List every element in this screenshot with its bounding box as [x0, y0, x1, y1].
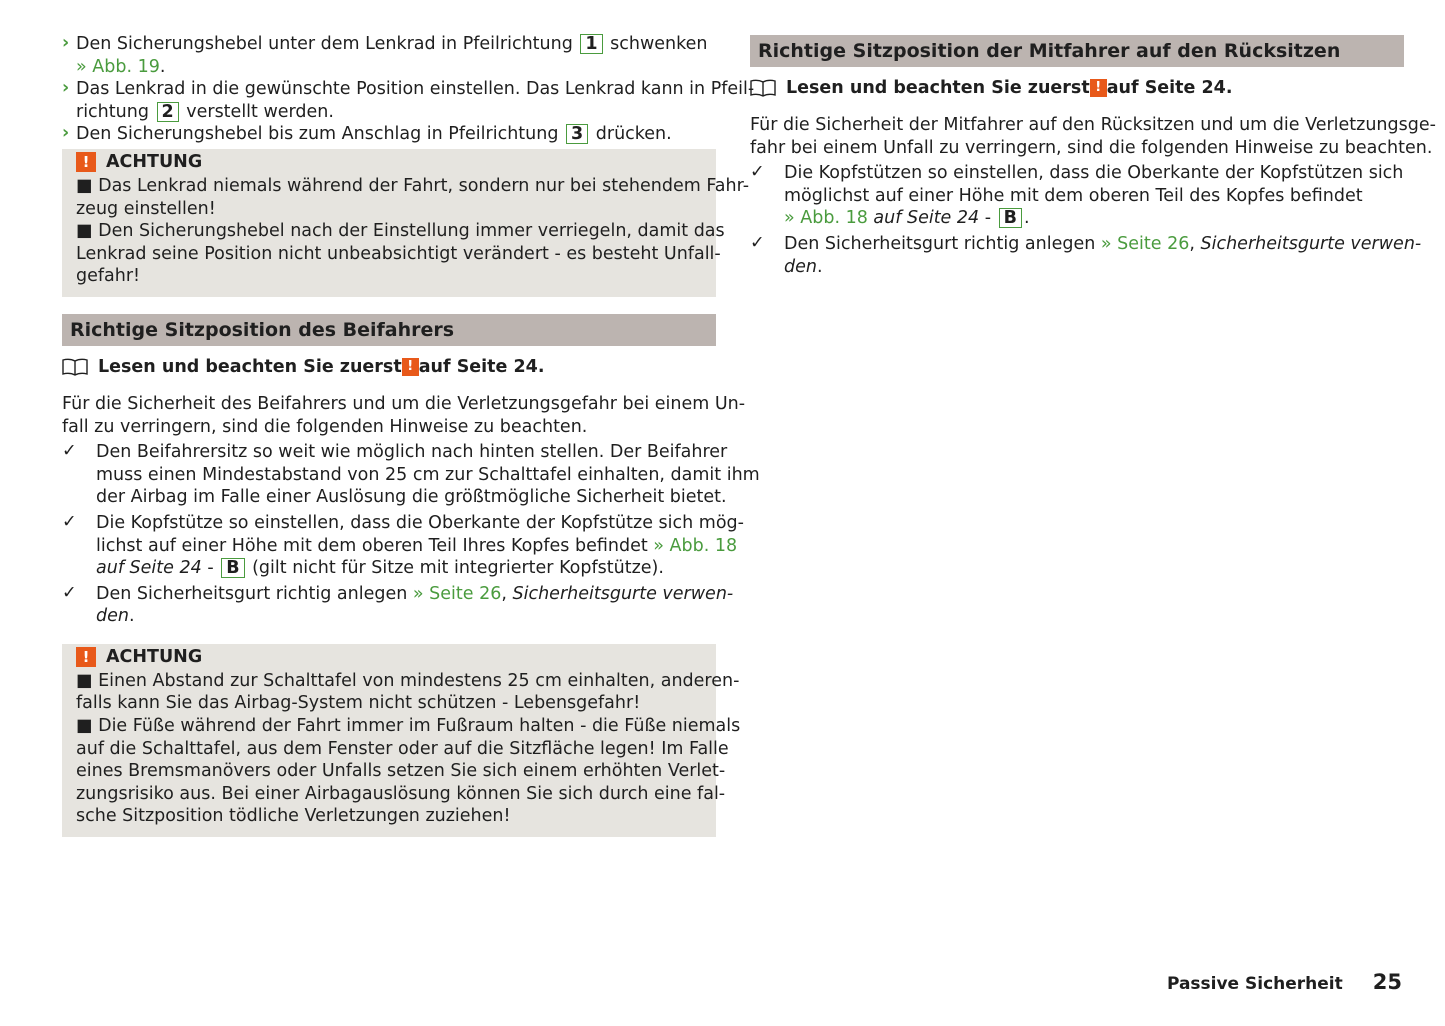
warning-icon: !	[76, 647, 96, 667]
step-text: Den Sicherungshebel unter dem Lenkrad in Pfeilrichtung	[76, 34, 579, 54]
warning-text: falls kann Sie das Airbag-System nicht schützen - Lebensgefahr!	[76, 693, 641, 714]
figure-link[interactable]: » Abb. 18	[653, 535, 738, 556]
callout-number: 1	[580, 34, 602, 54]
warning-text: zeug einstellen!	[76, 198, 216, 219]
check-item: ✓ Den Sicherheitsgurt richtig anlegen » Seite 26, Sicherheitsgurte verwen- den.	[62, 582, 734, 627]
arrow-bullet-icon: ›	[62, 33, 70, 53]
read-first-note: Lesen und beachten Sie zuerst ! auf Seite 24.	[62, 354, 716, 380]
page-number: 25	[1372, 970, 1402, 994]
section-heading: Richtige Sitzposition des Beifahrers	[62, 314, 716, 346]
figure-link[interactable]: » Abb. 18	[784, 208, 868, 229]
callout-number: 3	[566, 124, 588, 144]
warning-icon: !	[402, 358, 419, 376]
book-icon	[750, 79, 776, 97]
step-3: › Den Sicherungshebel bis zum Anschlag in Pfeilrichtung 3 drücken.	[62, 123, 672, 145]
warning-text: ■ Den Sicherungshebel nach der Einstellung immer verriegeln, damit das	[76, 221, 725, 242]
warning-text: ■ Das Lenkrad niemals während der Fahrt, sondern nur bei stehendem Fahr-	[76, 175, 750, 196]
check-icon: ✓	[62, 441, 77, 462]
page-footer	[1167, 970, 1402, 994]
warning-title: ACHTUNG	[106, 151, 203, 172]
warning-icon: !	[1090, 79, 1107, 97]
warning-icon: !	[76, 152, 96, 172]
warning-box	[62, 149, 750, 297]
book-icon	[62, 358, 88, 376]
footer-section-title: Passive Sicherheit	[1166, 974, 1343, 994]
warning-text: ■ Die Füße während der Fahrt immer im Fußraum halten - die Füße niemals	[76, 716, 741, 737]
callout-letter: B	[221, 558, 244, 578]
read-first-note: Lesen und beachten Sie zuerst ! auf Seite 24.	[750, 75, 1404, 101]
check-item: ✓ Die Kopfstütze so einstellen, dass die Oberkante der Kopfstütze sich mög- lichst auf einer Höhe mit dem oberen Teil Ihres Kopfes befindet » Abb. 18 auf Seite 24 - B (gilt nicht für Sitze mit integrierter Kopfstütze).	[62, 511, 744, 579]
callout-number: 2	[157, 102, 179, 122]
step-1: › Den Sicherungshebel unter dem Lenkrad in Pfeilrichtung 1 schwenken » Abb. 19.	[62, 33, 708, 77]
intro-paragraph: Für die Sicherheit der Mitfahrer auf den Rücksitzen und um die Verletzungsge- fahr bei einem Unfall zu verringern, sind die folgenden Hinweise zu beachten.	[750, 115, 1436, 158]
page-link[interactable]: » Seite 26	[1100, 233, 1190, 254]
intro-paragraph: Für die Sicherheit des Beifahrers und um die Verletzungsgefahr bei einem Un- fall zu verringern, sind die folgenden Hinweise zu beachten.	[62, 393, 746, 437]
arrow-bullet-icon: ›	[62, 78, 70, 99]
check-icon: ✓	[62, 511, 77, 532]
check-item: ✓ Den Sicherheitsgurt richtig anlegen » Seite 26, Sicherheitsgurte verwen- den.	[750, 232, 1422, 277]
step-text: Das Lenkrad in die gewünschte Position einstellen. Das Lenkrad kann in Pfeil-	[76, 79, 755, 100]
step-text: schwenken	[604, 34, 708, 54]
check-item: ✓ Den Beifahrersitz so weit wie möglich nach hinten stellen. Der Beifahrer muss einen Mindestabstand von 25 cm zur Schalttafel einhalten, damit ihm der Airbag im Falle einer Auslösung die größtmögliche Sicherheit bietet.	[62, 441, 760, 508]
left-column	[62, 33, 760, 837]
right-column	[750, 35, 1436, 278]
check-item: ✓ Die Kopfstützen so einstellen, dass die Oberkante der Kopfstützen sich möglichst auf einer Höhe mit dem oberen Teil des Kopfes befindet » Abb. 18 auf Seite 24 - B .	[750, 162, 1404, 229]
warning-text: zungsrisiko aus. Bei einer Airbagauslösung können Sie sich durch eine fal-	[76, 783, 726, 804]
page-link[interactable]: » Seite 26	[412, 583, 502, 604]
warning-text: sche Sitzposition tödliche Verletzungen zuziehen!	[76, 806, 511, 827]
callout-letter: B	[999, 208, 1022, 228]
check-icon: ✓	[750, 162, 765, 183]
warning-text: Lenkrad seine Position nicht unbeabsichtigt verändert - es besteht Unfall-	[76, 243, 721, 264]
arrow-bullet-icon: ›	[62, 123, 70, 144]
step-2: › Das Lenkrad in die gewünschte Position einstellen. Das Lenkrad kann in Pfeil- richtung 2 verstellt werden.	[62, 78, 755, 122]
warning-text: gefahr!	[76, 266, 141, 287]
check-icon: ✓	[62, 582, 77, 603]
warning-box	[62, 644, 741, 837]
figure-link[interactable]: » Abb. 19	[76, 56, 160, 77]
warning-text: ■ Einen Abstand zur Schalttafel von mindestens 25 cm einhalten, anderen-	[76, 670, 740, 691]
section-heading: Richtige Sitzposition der Mitfahrer auf den Rücksitzen	[750, 35, 1404, 67]
check-icon: ✓	[750, 232, 765, 253]
warning-text: eines Bremsmanövers oder Unfalls setzen Sie sich einem erhöhten Verlet-	[76, 761, 726, 782]
warning-title: ACHTUNG	[106, 646, 203, 667]
warning-text: auf die Schalttafel, aus dem Fenster oder auf die Sitzfläche legen! Im Falle	[76, 738, 729, 759]
